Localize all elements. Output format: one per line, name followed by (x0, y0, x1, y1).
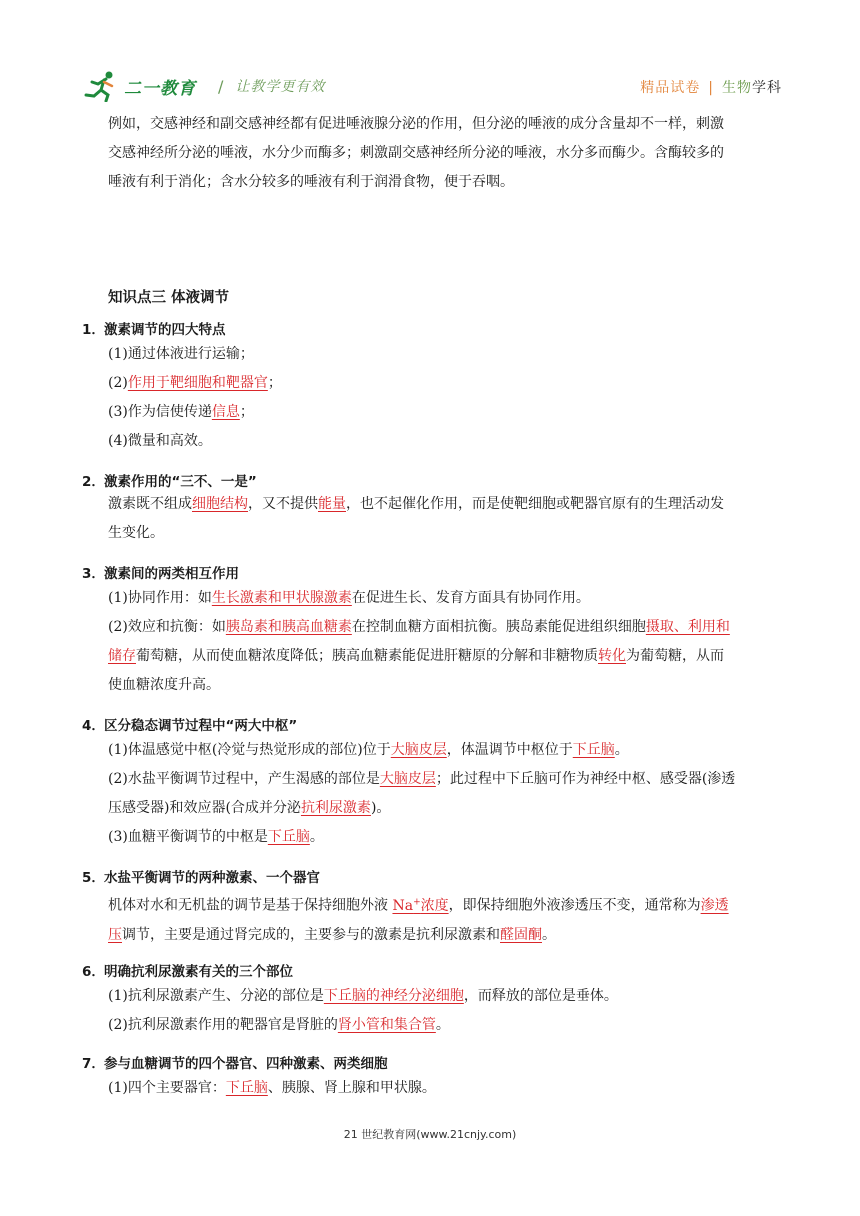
subject-black: 学科 (752, 80, 782, 96)
section-6-heading: 6．明确抗利尿激素有关的三个部位 (82, 964, 293, 980)
intro-line-2: 交感神经所分泌的唾液，水分少而酶多；刺激副交感神经所分泌的唾液，水分多而酶少。含酶较多的 (108, 145, 724, 161)
subject-green: 生物 (722, 80, 752, 96)
section-5-body: 机体对水和无机盐的调节是基于保持细胞外液 Na+浓度，即保持细胞外液渗透压不变，通常称为渗透 压调节，主要是通过肾完成的，主要参与的激素是抗利尿激素和醛固酮。 (108, 897, 729, 943)
section-6-items (108, 982, 784, 1040)
header-slash: / (218, 76, 224, 96)
page-header (82, 70, 782, 106)
running-man-icon (82, 70, 122, 102)
section-3-items: (1)协同作用：如生长激素和甲状腺激素在促进生长、发育方面具有协同作用。 (2)效应和抗衡：如胰岛素和胰高血糖素在控制血糖方面相抗衡。胰岛素能促进组织细胞摄取、利用和 储存葡萄糖，从而使血糖浓度降低；胰高血糖素能促进肝糖原的分解和非糖物质转化为葡萄糖，从而 使血糖浓度升高。 (108, 584, 784, 700)
s4-item-1: (1)体温感觉中枢(冷觉与热觉形成的部位)位于大脑皮层，体温调节中枢位于下丘脑。 (108, 742, 629, 758)
section-3-heading: 3．激素间的两类相互作用 (82, 566, 239, 582)
s1-item-1: (1)通过体液进行运输； (108, 346, 254, 362)
s3-item-1: (1)协同作用：如生长激素和甲状腺激素在促进生长、发育方面具有协同作用。 (108, 590, 590, 606)
intro-paragraph (108, 110, 784, 197)
section-5-heading: 5．水盐平衡调节的两种激素、一个器官 (82, 870, 320, 886)
s6-item-1: (1)抗利尿激素产生、分泌的部位是下丘脑的神经分泌细胞，而释放的部位是垂体。 (108, 988, 618, 1004)
knowledge-point-title: 知识点三 体液调节 (108, 290, 230, 306)
s4-item-3: (3)血糖平衡调节的中枢是下丘脑。 (108, 829, 324, 845)
s1-item-2: (2)作用于靶细胞和靶器官； (108, 375, 282, 391)
s3-item-2: (2)效应和抗衡：如胰岛素和胰高血糖素在控制血糖方面相抗衡。胰岛素能促进组织细胞摄取、利用和 (108, 619, 730, 635)
page-footer: 21 世纪教育网(www.21cnjy.com) (343, 1128, 517, 1141)
section-4-items: (1)体温感觉中枢(冷觉与热觉形成的部位)位于大脑皮层，体温调节中枢位于下丘脑。 (2)水盐平衡调节过程中，产生渴感的部位是大脑皮层；此过程中下丘脑可作为神经中枢、感受器(渗透 压感受器)和效应器(合成并分泌抗利尿激素)。 (3)血糖平衡调节的中枢是下丘脑。 (108, 736, 784, 852)
section-1-heading: 1．激素调节的四大特点 (82, 322, 226, 338)
section-2-body: 激素既不组成细胞结构，又不提供能量，也不起催化作用，而是使靶细胞或靶器官原有的生理活动发 生变化。 (108, 496, 724, 541)
s7-item-1: (1)四个主要器官：下丘脑、胰腺、肾上腺和甲状腺。 (108, 1080, 436, 1096)
subject-label (640, 77, 782, 97)
s4-item-2: (2)水盐平衡调节过程中，产生渴感的部位是大脑皮层；此过程中下丘脑可作为神经中枢、感受器(渗透 (108, 771, 736, 787)
section-2-heading: 2．激素作用的“三不、一是” (82, 474, 257, 490)
section-1-items (108, 340, 784, 456)
brand-name: 二一教育 (124, 78, 196, 99)
s1-item-3: (3)作为信使传递信息； (108, 404, 254, 420)
subject-separator: | (708, 80, 714, 96)
section-4-heading: 4．区分稳态调节过程中“两大中枢” (82, 718, 298, 734)
brand-logo (82, 70, 325, 102)
s6-item-2: (2)抗利尿激素作用的靶器官是肾脏的肾小管和集合管。 (108, 1017, 450, 1033)
s1-item-4: (4)微量和高效。 (108, 433, 212, 449)
section-7-items (108, 1074, 784, 1103)
section-7-heading: 7．参与血糖调节的四个器官、四种激素、两类细胞 (82, 1056, 388, 1072)
subject-left: 精品试卷 (640, 80, 701, 96)
intro-line-1: 例如，交感神经和副交感神经都有促进唾液腺分泌的作用，但分泌的唾液的成分含量却不一样，刺激 (108, 116, 724, 132)
brand-slogan: 让教学更有效 (235, 79, 326, 95)
intro-line-3: 唾液有利于消化；含水分较多的唾液有利于润滑食物，便于吞咽。 (108, 174, 514, 190)
